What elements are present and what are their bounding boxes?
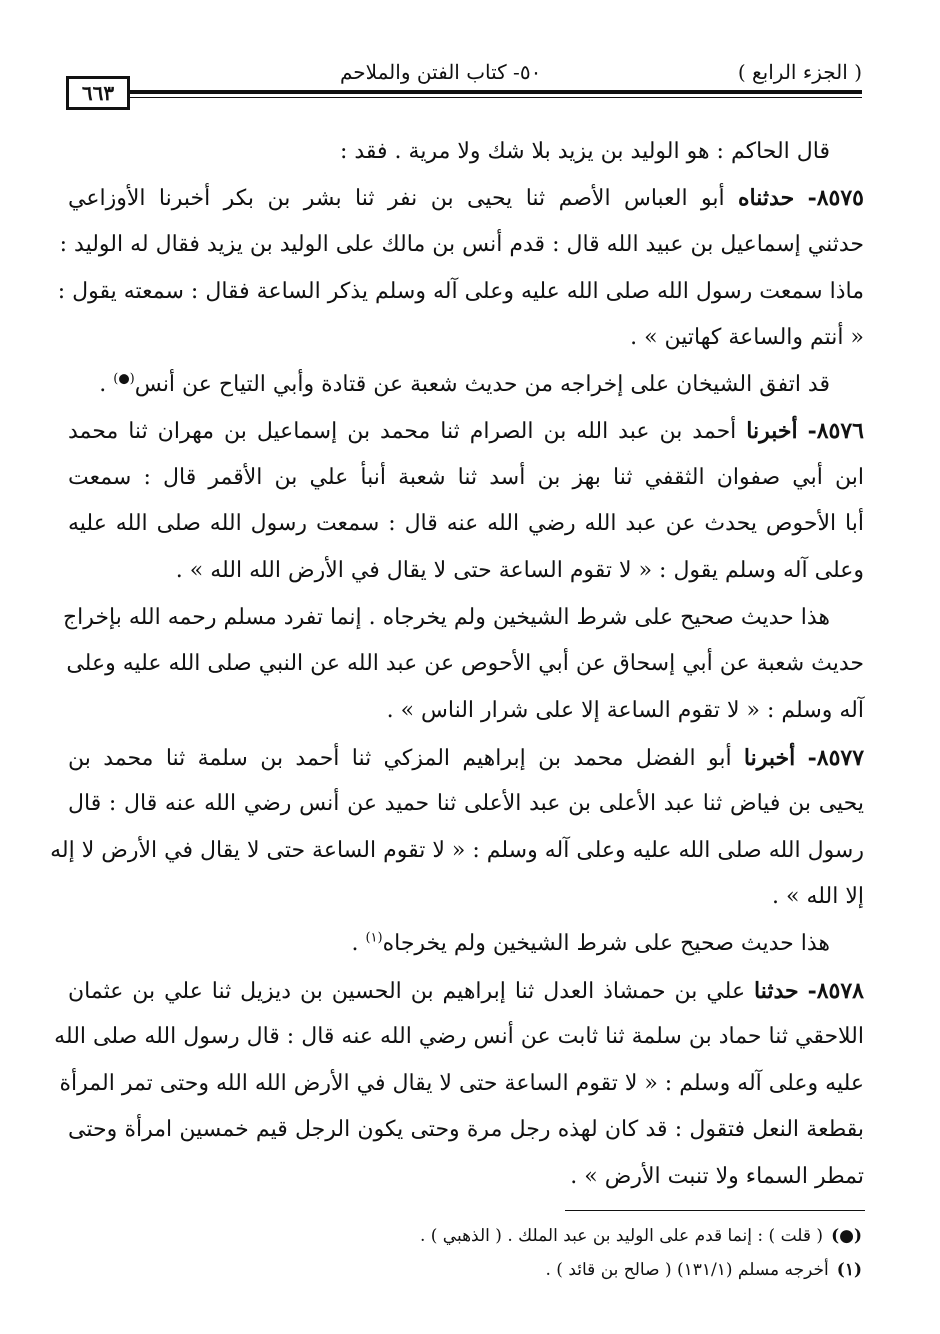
hadith-label: أخبرنا (746, 418, 798, 444)
footnote-mark: (●) (831, 1226, 862, 1246)
hadith-label: أخبرنا (743, 745, 796, 771)
footnote-separator (565, 1210, 865, 1211)
hadith-number: ٨٥٧٥- (807, 185, 864, 211)
text-line: بقطعة النعل فتقول : قد كان لهذه رجل مرة وحتى يكون الرجل قيم خمسين امرأة وحتى (68, 1117, 864, 1142)
hadith-number: ٨٥٧٨- (807, 978, 864, 1004)
footnote-ref: (●) (113, 371, 135, 387)
text-line: حدثني إسماعيل بن عبيد الله قال : قدم أنس بن مالك على الوليد بن يزيد فقال له الوليد : (59, 232, 864, 257)
text-line: عليه وعلى آله وسلم : « لا تقوم الساعة حتى لا يقال في الأرض الله الله وحتى تمر المرأة (59, 1071, 864, 1096)
footnote: (١)أخرجه مسلم (١٣١/١) ( صالح بن قائد ) . (545, 1260, 862, 1280)
book-title: ٥٠- كتاب الفتن والملاحم (340, 60, 542, 84)
text-line: هذا حديث صحيح على شرط الشيخين ولم يخرجاه . إنما تفرد مسلم رحمه الله بإخراج (62, 605, 830, 630)
hadith-number: ٨٥٧٧- (807, 745, 865, 771)
text-line: رسول الله صلى الله عليه وعلى آله وسلم : « لا تقوم الساعة حتى لا يقال في الأرض لا إله (50, 838, 864, 863)
footnote-mark: (١) (836, 1260, 862, 1280)
hadith-label: حدثنا (754, 978, 799, 1004)
text-line: ماذا سمعت رسول الله صلى الله عليه وعلى آله وسلم يذكر الساعة فقال : سمعته يقول : (57, 279, 864, 304)
text-line: يحيى بن فياض ثنا عبد الأعلى بن عبد الأعلى ثنا حميد عن أنس رضي الله عنه قال : قال (68, 791, 864, 816)
hadith-label: حدثناه (738, 185, 795, 211)
text-line: آله وسلم : « لا تقوم الساعة إلا على شرار الناس » . (386, 698, 864, 723)
text-line: قال الحاكم : هو الوليد بن يزيد بلا شك ولا مرية . فقد : (339, 139, 830, 164)
text-line: قد اتفق الشيخان على إخراجه من حديث شعبة عن قتادة وأبي التياح عن أنس(●) . (99, 371, 830, 397)
text-line: تمطر السماء ولا تنبت الأرض » . (570, 1164, 864, 1189)
volume-label: ( الجزء الرابع ) (737, 60, 862, 84)
hadith-8578-line: ٨٥٧٨- حدثنا علي بن حمشاذ العدل ثنا إبراهيم بن الحسين بن ديزيل ثنا علي بن عثمان (68, 978, 864, 1004)
hadith-8575-line: ٨٥٧٥- حدثناه أبو العباس الأصم ثنا يحيى بن نفر ثنا بشر بن بكر أخبرنا الأوزاعي (68, 185, 864, 211)
text-line: هذا حديث صحيح على شرط الشيخين ولم يخرجاه$^{(١)}$ . (351, 930, 830, 956)
text-line: إلا الله » . (772, 884, 864, 909)
hadith-8576-line: ٨٥٧٦- أخبرنا أحمد بن عبد الله بن الصرام ثنا محمد بن إسماعيل بن مهران ثنا محمد (68, 418, 864, 444)
text-line: حديث شعبة عن أبي إسحاق عن أبي الأحوص عن عبد الله عن النبي صلى الله عليه وعلى (66, 651, 864, 676)
footnote-ref: (١) (365, 930, 383, 946)
header-rule-thin (130, 97, 862, 98)
text-line: وعلى آله وسلم يقول : « لا تقوم الساعة حتى لا يقال في الأرض الله الله » . (175, 558, 864, 583)
page-number: ٦٦٣ (66, 76, 130, 110)
text-line: أبا الأحوص يحدث عن عبد الله رضي الله عنه قال : سمعت رسول الله صلى الله عليه (68, 511, 864, 536)
text-line: ابن أبي صفوان الثقفي ثنا بهز بن أسد ثنا شعبة أنبأ علي بن الأقمر قال : سمعت (68, 465, 864, 490)
hadith-8577-line: ٨٥٧٧- أخبرنا أبو الفضل محمد بن إبراهيم المزكي ثنا أحمد بن سلمة ثنا محمد بن (68, 745, 865, 771)
hadith-number: ٨٥٧٦- (807, 418, 864, 444)
header-rule (130, 90, 862, 94)
footnote: (●)( قلت ) : إنما قدم على الوليد بن عبد الملك . ( الذهبي ) . (419, 1226, 862, 1246)
text-line: « أنتم والساعة كهاتين » . (630, 325, 864, 350)
text-line: اللاحقي ثنا حماد بن سلمة ثنا ثابت عن أنس رضي الله عنه قال : قال رسول الله صلى الله (54, 1024, 864, 1049)
